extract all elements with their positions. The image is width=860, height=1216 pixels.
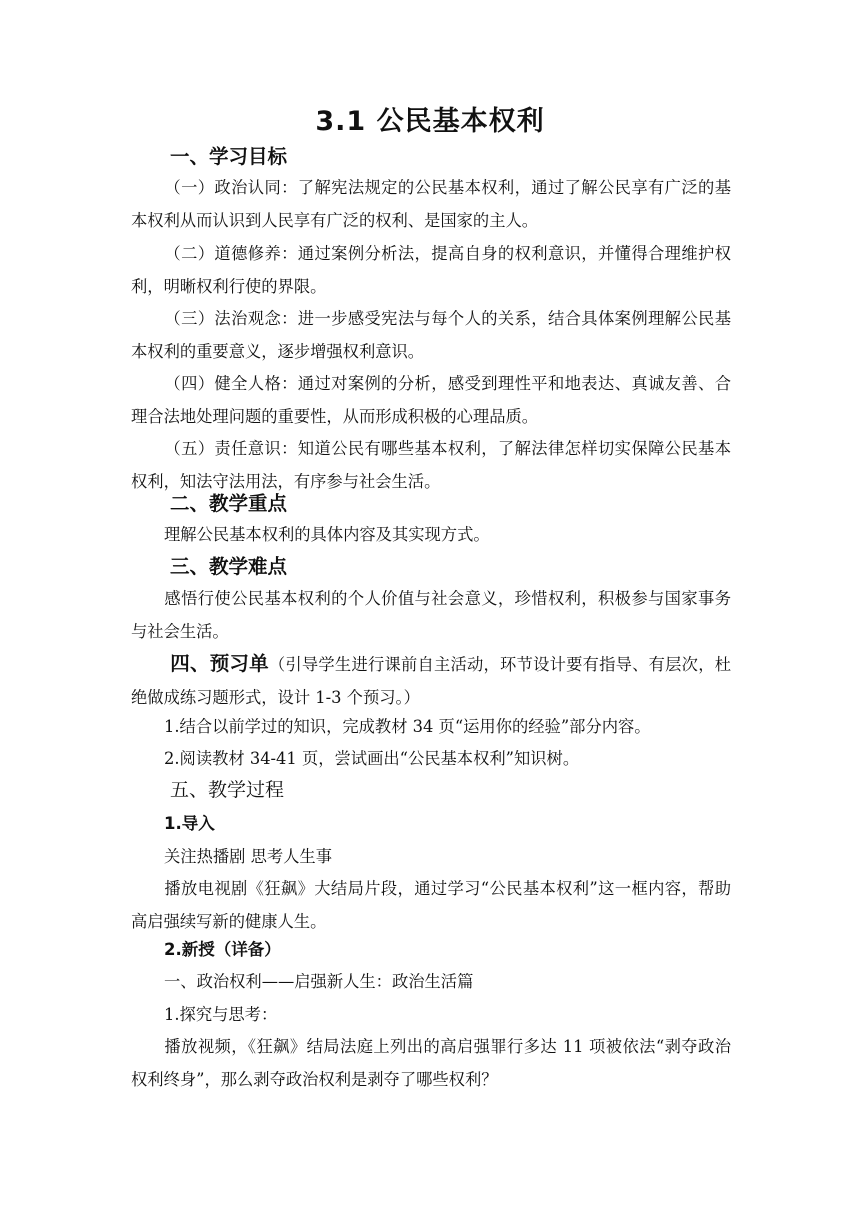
subheading-intro: 1.导入 bbox=[164, 814, 215, 833]
goal-paragraph-4: （四）健全人格：通过对案例的分析，感受到理性平和地表达、真诚友善、合理合法地处理问题的重要性，从而形成积极的心理品质。 bbox=[131, 374, 731, 426]
intro-line: 关注热播剧 思考人生事 bbox=[164, 847, 332, 866]
new-lesson-line-1: 一、政治权利——启强新人生：政治生活篇 bbox=[164, 972, 474, 991]
preview-item-1: 1.结合以前学过的知识，完成教材 34 页“运用你的经验”部分内容。 bbox=[164, 717, 651, 736]
intro-paragraph: 播放电视剧《狂飙》大结局片段，通过学习“公民基本权利”这一框内容，帮助高启强续写新的健康人生。 bbox=[131, 879, 731, 931]
page-title: 3.1 公民基本权利 bbox=[315, 106, 545, 137]
subheading-new-lesson: 2.新授（详备） bbox=[164, 940, 281, 959]
heading-preview-sheet: 四、预习单 bbox=[170, 652, 269, 675]
heading-teaching-difficulty: 三、教学难点 bbox=[170, 555, 288, 578]
preview-note: （引导学生进行课前自主活动，环节设计要有指导、有层次，杜绝做成练习题形式，设计 1-3 个预习。） bbox=[131, 655, 731, 707]
teaching-difficulty-text: 感悟行使公民基本权利的个人价值与社会意义，珍惜权利，积极参与国家事务与社会生活。 bbox=[131, 589, 731, 641]
heading-learning-goals: 一、学习目标 bbox=[170, 145, 288, 168]
goal-paragraph-1: （一）政治认同：了解宪法规定的公民基本权利，通过了解公民享有广泛的基本权利从而认识到人民享有广泛的权利、是国家的主人。 bbox=[131, 178, 731, 230]
preview-section bbox=[131, 648, 731, 715]
new-lesson-line-2: 1.探究与思考： bbox=[164, 1005, 278, 1024]
goal-paragraph-5: （五）责任意识：知道公民有哪些基本权利，了解法律怎样切实保障公民基本权利，知法守法用法，有序参与社会生活。 bbox=[131, 439, 731, 491]
new-lesson-paragraph: 播放视频，《狂飙》结局法庭上列出的高启强罪行多达 11 项被依法“剥夺政治权利终身”，那么剥夺政治权利是剥夺了哪些权利？ bbox=[131, 1037, 731, 1089]
goal-paragraph-3: （三）法治观念：进一步感受宪法与每个人的关系，结合具体案例理解公民基本权利的重要意义，逐步增强权利意识。 bbox=[131, 309, 731, 361]
heading-teaching-focus: 二、教学重点 bbox=[170, 492, 288, 515]
teaching-focus-text: 理解公民基本权利的具体内容及其实现方式。 bbox=[164, 525, 490, 544]
goal-paragraph-2: （二）道德修养：通过案例分析法，提高自身的权利意识，并懂得合理维护权利，明晰权利行使的界限。 bbox=[131, 244, 731, 296]
preview-item-2: 2.阅读教材 34-41 页，尝试画出“公民基本权利”知识树。 bbox=[164, 749, 580, 768]
heading-teaching-process: 五、教学过程 bbox=[170, 779, 285, 801]
